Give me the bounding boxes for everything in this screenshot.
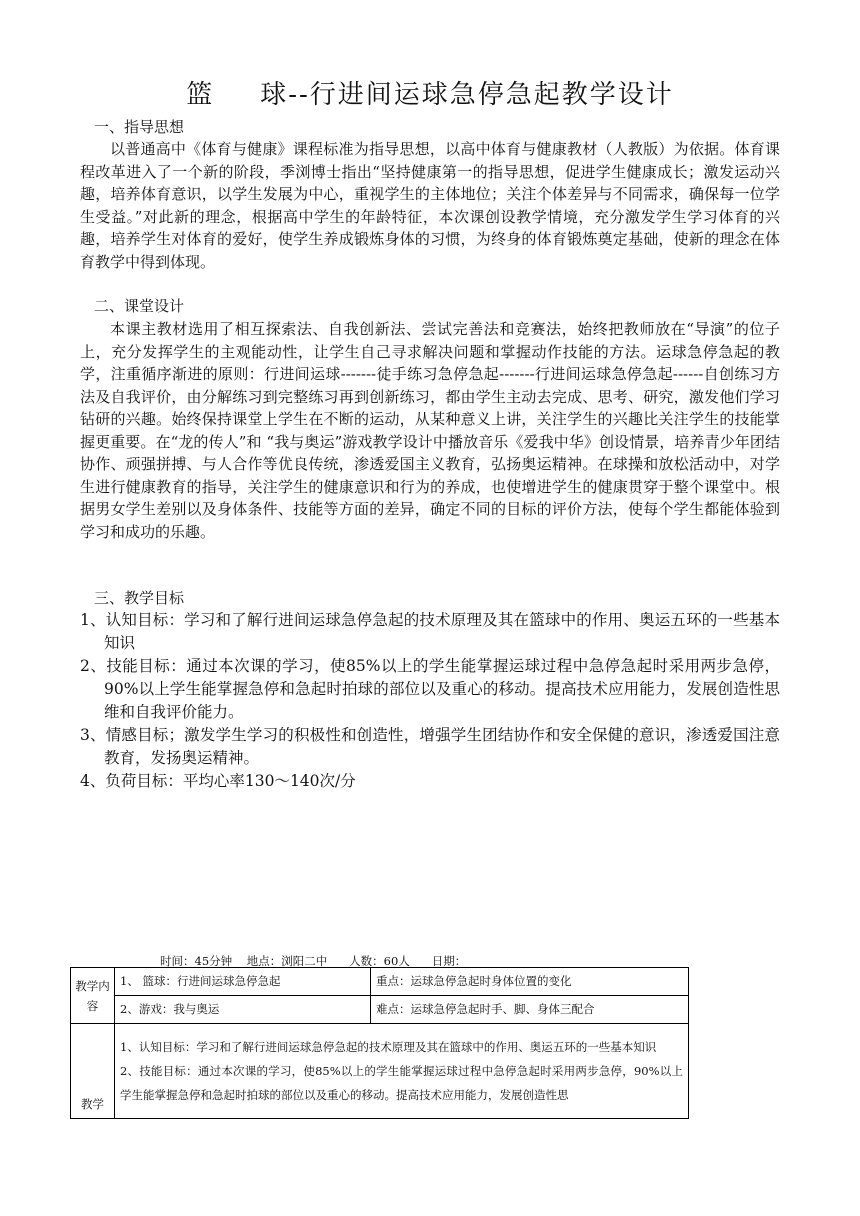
section2-body: 本课主教材选用了相互探索法、自我创新法、尝试完善法和竞赛法，始终把教师放在“导演”的位子上，充分发挥学生的主观能动性，让学生自己寻求解决问题和掌握动作技能的方法。运球急停急起的教学，注重循序渐进的原则：行进间运球-------徒手练习急停急起-------行进间运球急停急起------自创练习方法及自我评价，由分解练习到完整练习再到创新练习，都由学生主动去完成、思考、研究，激发他们学习钻研的兴趣。始终保持课堂上学生在不断的运动，从某种意义上讲，关注学生的兴趣比关注学生的技能掌握更重要。在“龙的传人”和 “我与奥运”游戏教学设计中播放音乐《爱我中华》创设情景，培养青少年团结协作、顽强拼搏、与人合作等优良传统，渗透爱国主义教育，弘扬奥运精神。在球操和放松活动中，对学生进行健康教育的指导，关注学生的健康意识和行为的养成，也使增进学生的健康贯穿于整个课堂中。根据男女学生差别以及身体条件、技能等方面的差异，确定不同的目标的评价方法，使每个学生都能体验到学习和成功的乐趣。 [80,320,780,541]
section1-heading: 一、指导思想 [94,118,185,136]
key-point: 重点：运球急停急起时身体位置的变化 [371,968,689,996]
difficulty-point: 难点：运球急停急起时手、脚、身体三配合 [371,996,689,1024]
lesson-meta: 时间：45分钟 地点：浏阳二中 人数：60人 日期： [160,954,467,968]
section1-body: 以普通高中《体育与健康》课程标准为指导思想，以高中体育与健康教材（人教版）为依据。体育课程改革进入了一个新的阶段，季浏博士指出“坚持健康第一的指导思想，促进学生健康成长；激发运动兴趣，培养体育意识，以学生发展为中心，重视学生的主体地位；关注个体差异与不同需求，确保每一位学生受益。”对此新的理念，根据高中学生的年龄特征，本次课创设教学情境，充分激发学生学习体育的兴趣，培养学生对体育的爱好，使学生养成锻炼身体的习惯，为终身的体育锻炼奠定基础，使新的理念在体育教学中得到体现。 [80,140,780,271]
section3-heading: 三、教学目标 [94,589,185,607]
goal-item-skill: 2、技能目标：通过本次课的学习，使85%以上的学生能掌握运球过程中急停急起时采用两步急停，90%以上学生能掌握急停和急起时拍球的部位以及重心的移动。提高技术应用能力，发展创造性思维和自我评价能力。 [80,657,780,721]
table-row [71,996,689,1024]
document-title [0,74,860,111]
goal-label: 教学 [71,1024,115,1119]
goal-line: 1、认知目标：学习和了解行进间运球急停急起的技术原理及其在篮球中的作用、奥运五环的一些基本知识 [120,1040,657,1054]
table-row [71,1024,689,1119]
section2-heading: 二、课堂设计 [94,297,185,315]
goal-item-emotion: 3、情感目标；激发学生学习的积极性和创造性，增强学生团结协作和安全保健的意识，渗透爱国注意教育，发扬奥运精神。 [80,726,780,767]
goal-line: 2、技能目标：通过本次课的学习，使85%以上的学生能掌握运球过程中急停急起时采用两步急停，90%以上学生能掌握急停和急起时拍球的部位以及重心的移动。提高技术应用能力，发展创造性思 [120,1064,683,1102]
title-part2: 球--行进间运球急停急起教学设计 [260,80,674,110]
content-label: 教学内容 [71,968,115,1024]
content-item: 1、 篮球：行进间运球急停急起 [115,968,371,996]
content-item: 2、游戏：我与奥运 [115,996,371,1024]
title-part1: 篮 [186,80,215,110]
lesson-plan-table [70,967,689,1119]
table-row [71,968,689,996]
goal-item-cognitive: 1、认知目标：学习和了解行进间运球急停急起的技术原理及其在篮球中的作用、奥运五环的一些基本知识 [80,611,780,652]
goal-item-load: 4、负荷目标：平均心率130～140次/分 [80,772,356,790]
goal-cell [115,1024,689,1119]
